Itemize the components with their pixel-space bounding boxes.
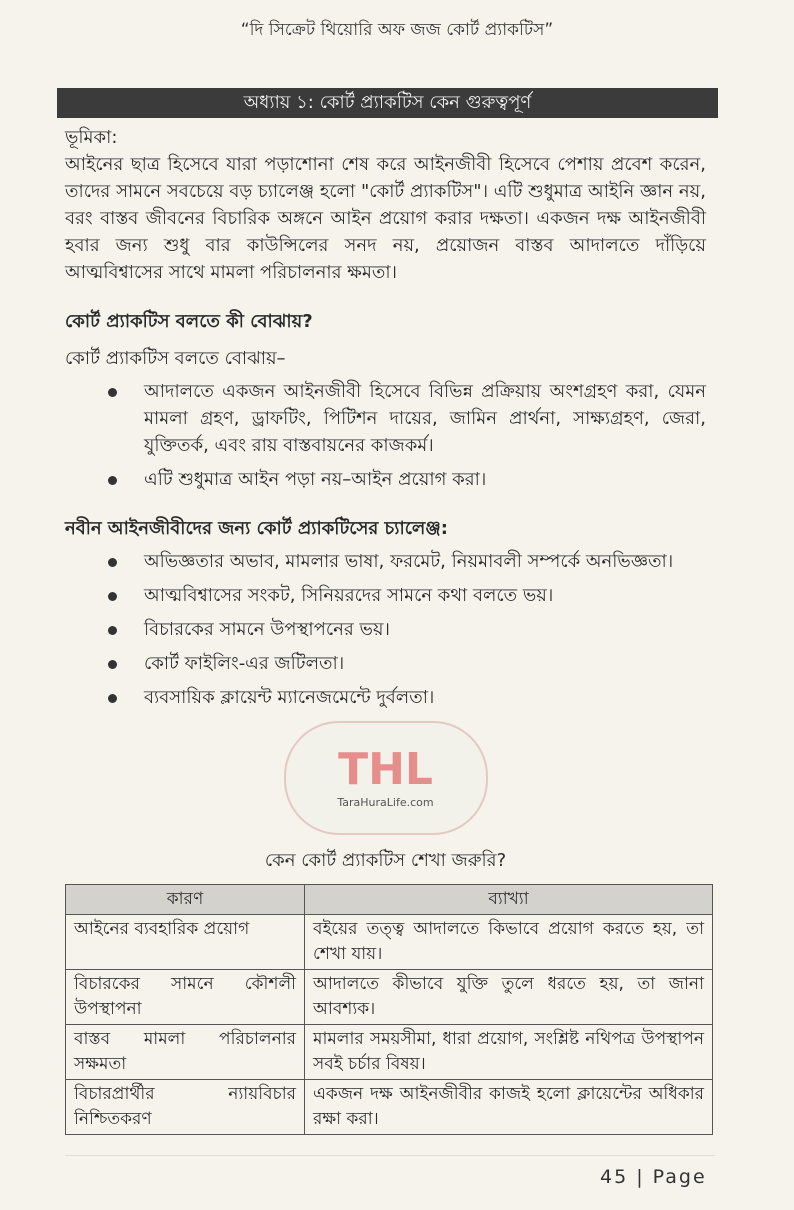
table-row	[66, 970, 713, 1025]
spacer	[0, 1135, 794, 1155]
running-title: “দি সিক্রেট থিয়োরি অফ জজ কোর্ট প্র্যাকটিস”	[240, 20, 554, 40]
list-item: ব্যবসায়িক ক্লায়েন্ট ম্যানেজমেন্টে দুর্বলতা।	[100, 684, 706, 711]
table-cell: বিচারপ্রার্থীর ন্যায়বিচার নিশ্চিতকরণ	[66, 1080, 305, 1135]
list-item: বিচারকের সামনে উপস্থাপনের ভয়।	[100, 616, 706, 643]
watermark-text: TaraHuraLife.com	[337, 796, 434, 809]
table-cell: আইনের ব্যবহারিক প্রয়োগ	[66, 915, 305, 970]
bullet-list	[100, 378, 706, 493]
intro-label: ভূমিকা:	[65, 127, 118, 148]
intro-paragraph: আইনের ছাত্র হিসেবে যারা পড়াশোনা শেষ করে আইনজীবী হিসেবে পেশায় প্রবেশ করেন, তাদের সামনে সবচেয়ে বড় চ্যালেঞ্জ হলো "কোর্ট প্র্যাকটিস"। এটি শুধুমাত্র আইনি জ্ঞান নয়, বরং বাস্তব জীবনের বিচারিক অঙ্গনে আইন প্রয়োগ করার দক্ষতা। একজন দক্ষ আইনজীবী হবার জন্য শুধু বার কাউন্সিলের সনদ নয়, প্রয়োজন বাস্তব আদালতে দাঁড়িয়ে আত্মবিশ্বাসের সাথে মামলা পরিচালনার ক্ষমতা।	[65, 154, 706, 283]
bullet-list	[100, 548, 706, 711]
column-header: ব্যাখ্যা	[305, 885, 713, 915]
reasons-table	[65, 884, 713, 1135]
table-row	[66, 915, 713, 970]
table-cell: বাস্তব মামলা পরিচালনার সক্ষমতা	[66, 1025, 305, 1080]
table-header-row	[66, 885, 713, 915]
list-item: অভিজ্ঞতার অভাব, মামলার ভাষা, ফরমেট, নিয়মাবলী সম্পর্কে অনভিজ্ঞতা।	[100, 548, 706, 575]
section-heading: কোর্ট প্র্যাকটিস বলতে কী বোঝায়?	[65, 311, 313, 332]
table-row	[66, 1080, 713, 1135]
footer-divider	[65, 1155, 715, 1156]
list-item: আদালতে একজন আইনজীবী হিসেবে বিভিন্ন প্রক্রিয়ায় অংশগ্রহণ করা, যেমন মামলা গ্রহণ, ড্রাফটিং, পিটিশন দায়ের, জামিন প্রার্থনা, সাক্ষ্যগ্রহণ, জেরা, যুক্তিতর্ক, এবং রায় বাস্তবায়নের কাজকর্ম।	[100, 378, 706, 459]
table-row	[66, 1025, 713, 1080]
section-intro: কোর্ট প্র্যাকটিস বলতে বোঝায়–	[65, 348, 286, 369]
table-cell: বিচারকের সামনে কৌশলী উপস্থাপনা	[66, 970, 305, 1025]
list-item: কোর্ট ফাইলিং-এর জটিলতা।	[100, 650, 706, 677]
table-cell: মামলার সময়সীমা, ধারা প্রয়োগ, সংশ্লিষ্ট নথিপত্র উপস্থাপন সবই চর্চার বিষয়।	[305, 1025, 713, 1080]
watermark-logo-mark: THL	[338, 744, 433, 795]
column-header: কারণ	[66, 885, 305, 915]
page-number: 45 | Page	[600, 1166, 707, 1188]
chapter-title: অধ্যায় ১: কোর্ট প্র্যাকটিস কেন গুরুত্বপূর্ণ	[57, 88, 718, 118]
list-item: আত্মবিশ্বাসের সংকট, সিনিয়রদের সামনে কথা বলতে ভয়।	[100, 582, 706, 609]
watermark-area	[65, 721, 706, 835]
watermark-logo	[284, 721, 488, 835]
page-body	[0, 118, 794, 1135]
table-title: কেন কোর্ট প্র্যাকটিস শেখা জরুরি?	[264, 850, 507, 871]
table-cell: বইয়ের তত্ত্ব আদালতে কিভাবে প্রয়োগ করতে হয়, তা শেখা যায়।	[305, 915, 713, 970]
list-item: এটি শুধুমাত্র আইন পড়া নয়–আইন প্রয়োগ করা।	[100, 466, 706, 493]
table-cell: একজন দক্ষ আইনজীবীর কাজই হলো ক্লায়েন্টের অধিকার রক্ষা করা।	[305, 1080, 713, 1135]
section-heading: নবীন আইনজীবীদের জন্য কোর্ট প্র্যাকটিসের চ্যালেঞ্জ:	[65, 518, 448, 539]
table-cell: আদালতে কীভাবে যুক্তি তুলে ধরতে হয়, তা জানা আবশ্যক।	[305, 970, 713, 1025]
